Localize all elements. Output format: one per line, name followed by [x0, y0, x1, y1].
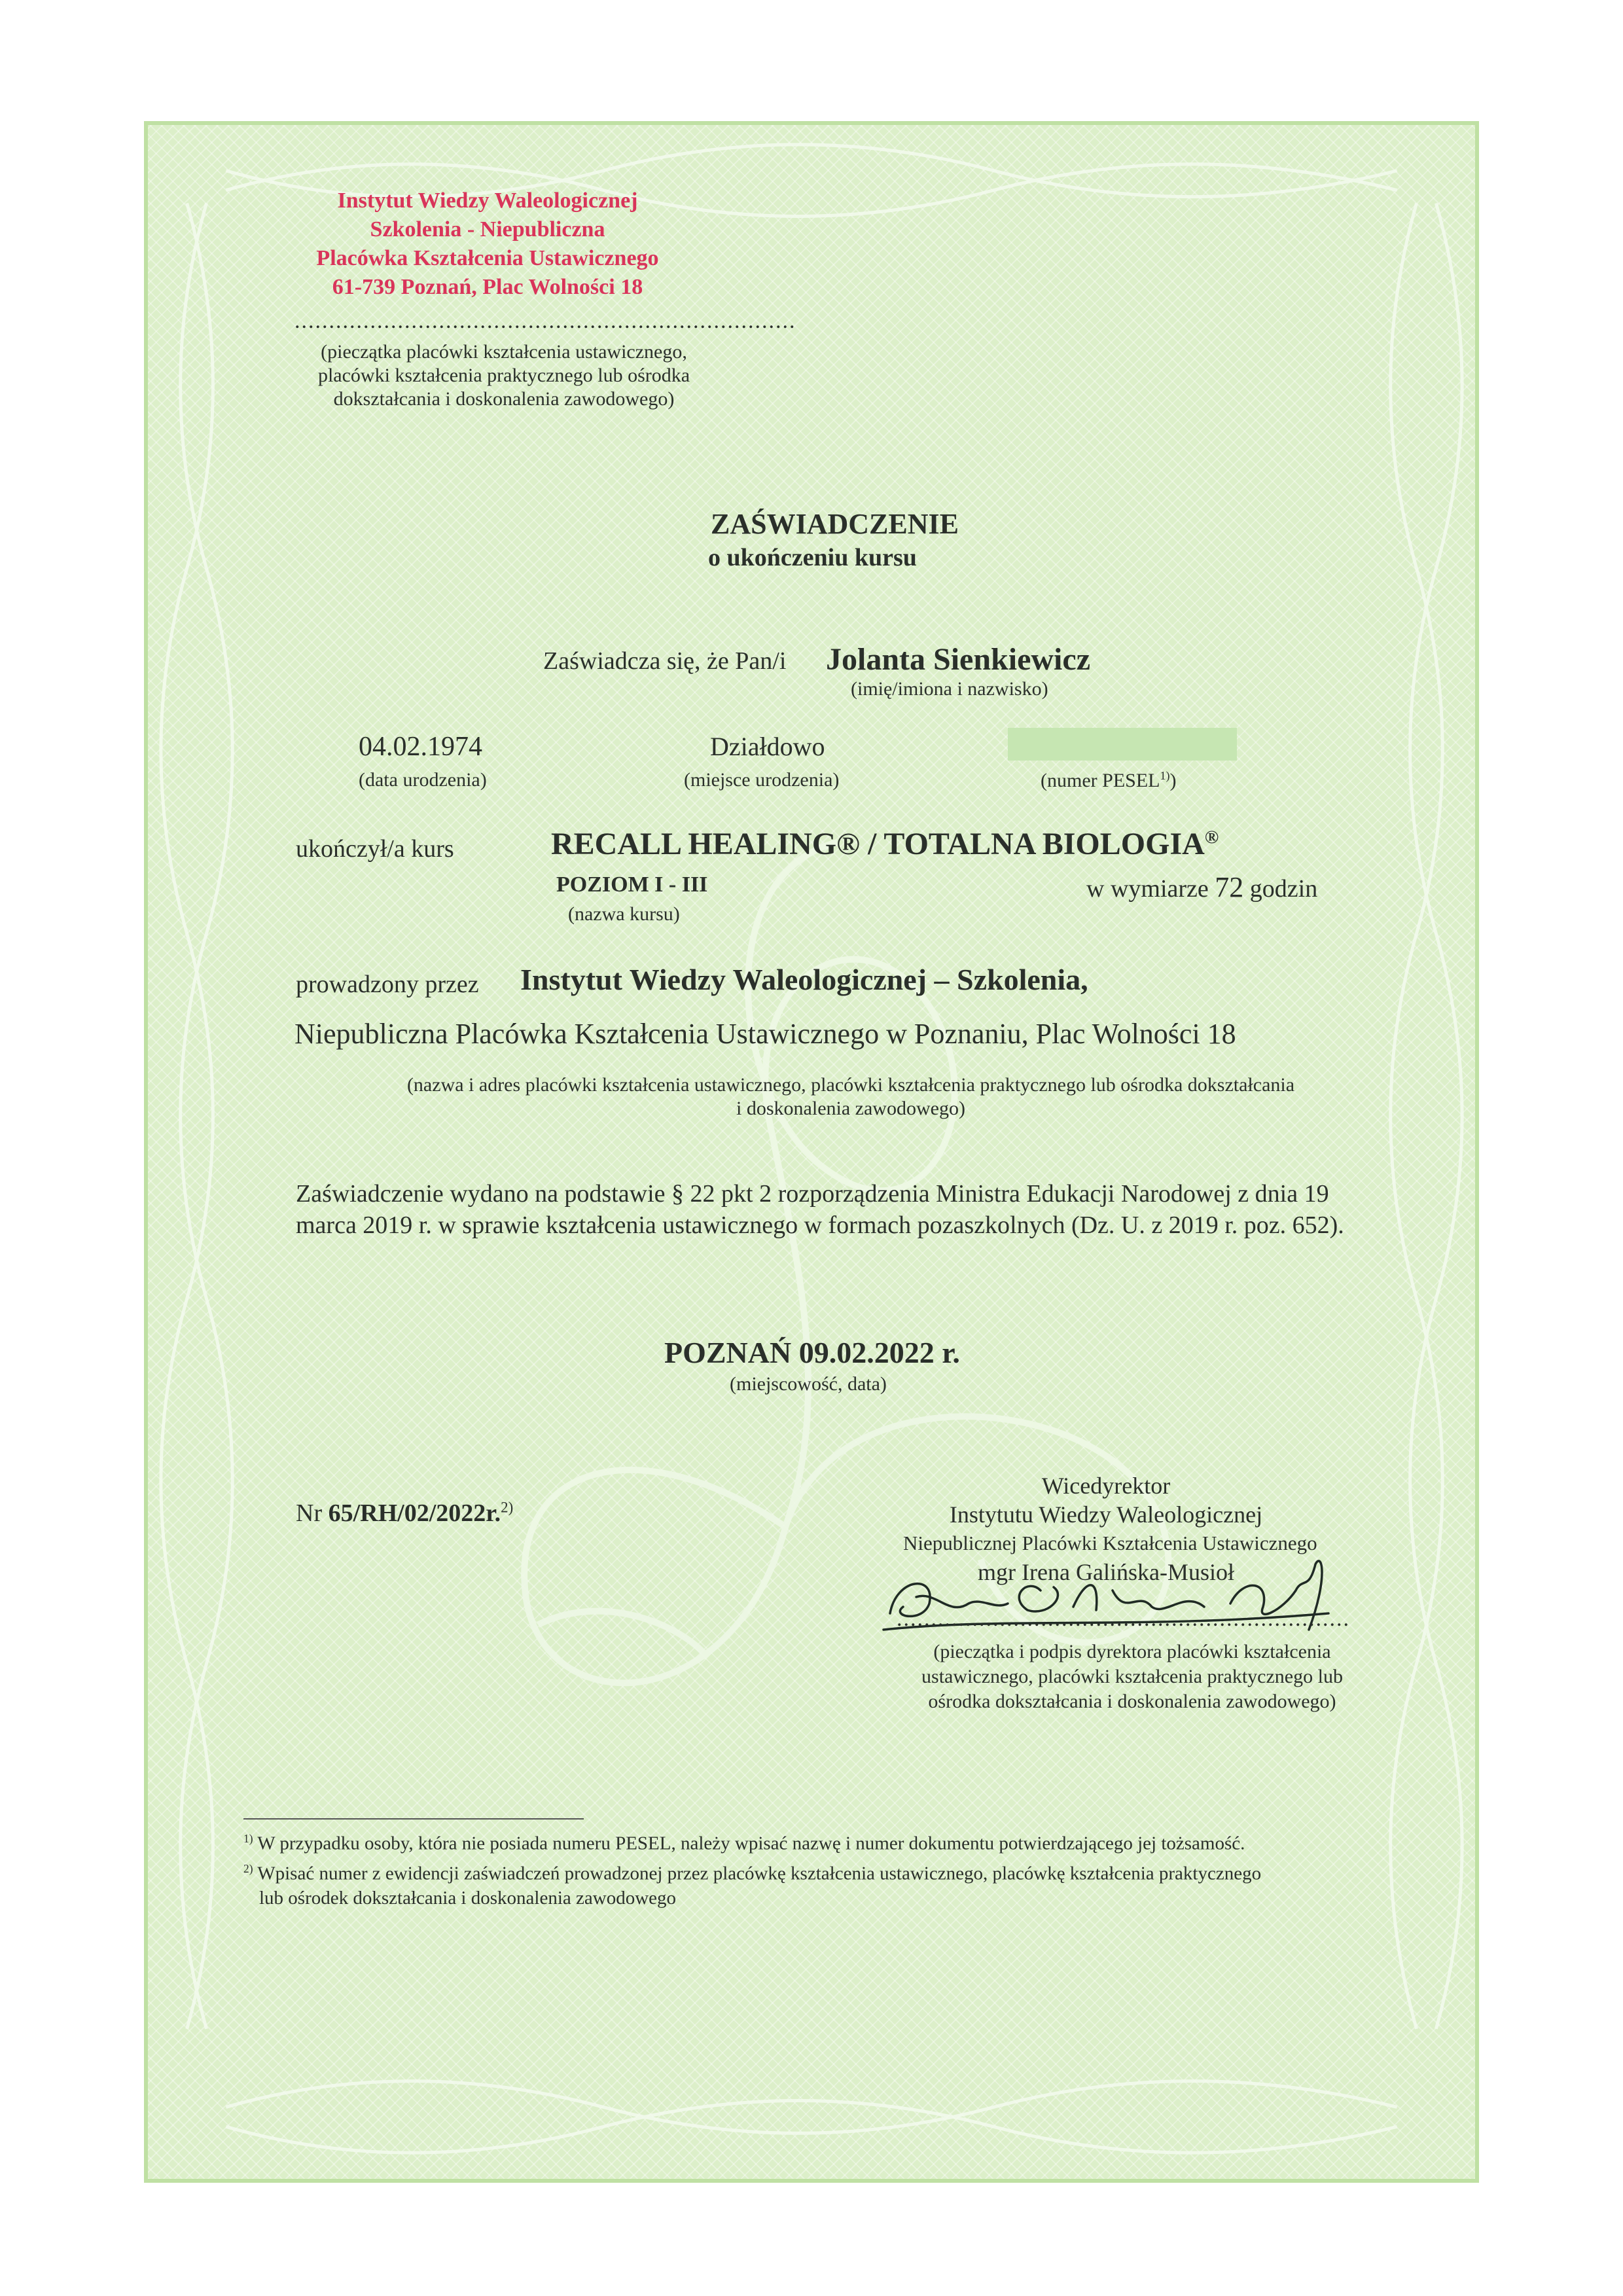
stamp-line: Szkolenia - Niepubliczna: [370, 217, 605, 242]
provider-caption-line: (nazwa i adres placówki kształcenia ustawicznego, placówki kształcenia praktycznego lub ośrodka dokształcania: [406, 1074, 1295, 1096]
stamp-caption-line: dokształcania i doskonalenia zawodowego): [333, 388, 675, 410]
stamp-dotted-line: .........................................................................: [294, 309, 796, 333]
course-name-sup: ®: [1204, 827, 1219, 848]
person-name-caption: (imię/imiona i nazwisko): [851, 678, 1048, 700]
director-caption: [890, 1640, 1374, 1714]
director-caption-line: (pieczątka i podpis dyrektora placówki kształcenia: [933, 1641, 1331, 1662]
birth-date-caption: (data urodzenia): [359, 769, 487, 791]
provider-caption: [340, 1073, 1361, 1121]
provider-intro: prowadzony przez: [296, 971, 479, 998]
pesel-caption: [1041, 769, 1176, 792]
director-caption-line: ośrodka dokształcania i doskonalenia zawodowego): [928, 1691, 1336, 1712]
legal-basis-line: marca 2019 r. w sprawie kształcenia ustawicznego w formach pozaszkolnych (Dz. U. z 2019 r. poz. 652).: [296, 1211, 1344, 1239]
provider-address: Niepubliczna Placówka Kształcenia Ustawicznego w Poznaniu, Plac Wolności 18: [294, 1018, 1236, 1050]
stamp-caption-line: placówki kształcenia praktycznego lub ośrodka: [317, 365, 690, 386]
pesel-redaction-box: [1008, 728, 1237, 761]
place-date-caption: (miejscowość, data): [730, 1373, 887, 1395]
register-number-value: 65/RH/02/2022r.: [328, 1499, 501, 1527]
course-level: POZIOM I - III: [556, 872, 708, 897]
provider-name: Instytut Wiedzy Waleologicznej – Szkolenia,: [520, 963, 1088, 996]
person-name: Jolanta Sienkiewicz: [826, 642, 1090, 677]
director-title: Wicedyrektor: [1041, 1473, 1171, 1499]
signature-dotted-line: ..................................................................: [897, 1607, 1350, 1631]
course-name-text: RECALL HEALING® / TOTALNA BIOLOGIA: [551, 827, 1205, 861]
stamp-line: Placówka Kształcenia Ustawicznego: [316, 246, 659, 270]
stamp-caption: [288, 340, 720, 411]
legal-basis-line: Zaświadczenie wydano na podstawie § 22 pkt 2 rozporządzenia Ministra Edukacji Narodowej z dnia 19: [296, 1180, 1329, 1208]
register-number: [296, 1499, 513, 1528]
director-institution: Instytutu Wiedzy Waleologicznej: [949, 1501, 1263, 1528]
director-caption-line: ustawicznego, placówki kształcenia praktycznego lub: [921, 1666, 1343, 1687]
pesel-caption-text: (numer PESEL: [1041, 770, 1160, 791]
provider-caption-line: i doskonalenia zawodowego): [736, 1098, 965, 1119]
hours-suffix: godzin: [1249, 875, 1318, 903]
birth-place: Działdowo: [710, 732, 825, 761]
course-hours: [1086, 870, 1317, 904]
footnote-text: Wpisać numer z ewidencji zaświadczeń prowadzonej przez placówkę kształcenia ustawicznego, placówkę kształcenia praktycznego: [257, 1863, 1262, 1884]
footnote-1: [243, 1826, 1261, 1856]
footnote-2: [243, 1856, 1261, 1886]
institution-stamp: [298, 187, 677, 302]
footnote-2-continued: [243, 1886, 1261, 1910]
place-date: POZNAŃ 09.02.2022 r.: [664, 1336, 960, 1369]
document-title: ZAŚWIADCZENIE: [711, 508, 959, 540]
footnote-mark: 2): [243, 1861, 253, 1875]
director-name: mgr Irena Galińska-Musioł: [978, 1559, 1234, 1585]
footnote-text: W przypadku osoby, która nie posiada numeru PESEL, należy wpisać nazwę i numer dokumentu potwierdzającego jej tożsamość.: [257, 1833, 1245, 1854]
pesel-caption-end: ): [1169, 770, 1177, 791]
course-intro: ukończył/a kurs: [296, 835, 454, 863]
footnote-text: lub ośrodek dokształcania i doskonalenia zawodowego: [259, 1888, 677, 1909]
stamp-line: Instytut Wiedzy Waleologicznej: [337, 188, 638, 213]
birth-date: 04.02.1974: [359, 732, 482, 762]
stamp-line: 61-739 Poznań, Plac Wolności 18: [332, 275, 643, 299]
person-intro: Zaświadcza się, że Pan/i: [543, 647, 787, 675]
footnote-separator: [243, 1818, 584, 1820]
birth-place-caption: (miejsce urodzenia): [684, 769, 840, 791]
register-prefix: Nr: [296, 1499, 329, 1527]
document-subtitle: o ukończeniu kursu: [708, 544, 917, 571]
hours-prefix: w wymiarze: [1086, 875, 1209, 903]
hours-value: 72: [1215, 871, 1244, 903]
footnote-mark: 1): [243, 1832, 253, 1845]
legal-basis: [296, 1178, 1344, 1241]
pesel-footnote-mark: 1): [1160, 769, 1170, 782]
director-unit: Niepublicznej Placówki Kształcenia Ustawicznego: [903, 1532, 1317, 1554]
stamp-caption-line: (pieczątka placówki kształcenia ustawicznego,: [321, 341, 687, 363]
course-name: [551, 826, 1219, 862]
footnotes: [243, 1826, 1261, 1910]
register-footnote-mark: 2): [501, 1499, 514, 1516]
course-caption: (nazwa kursu): [568, 903, 680, 925]
